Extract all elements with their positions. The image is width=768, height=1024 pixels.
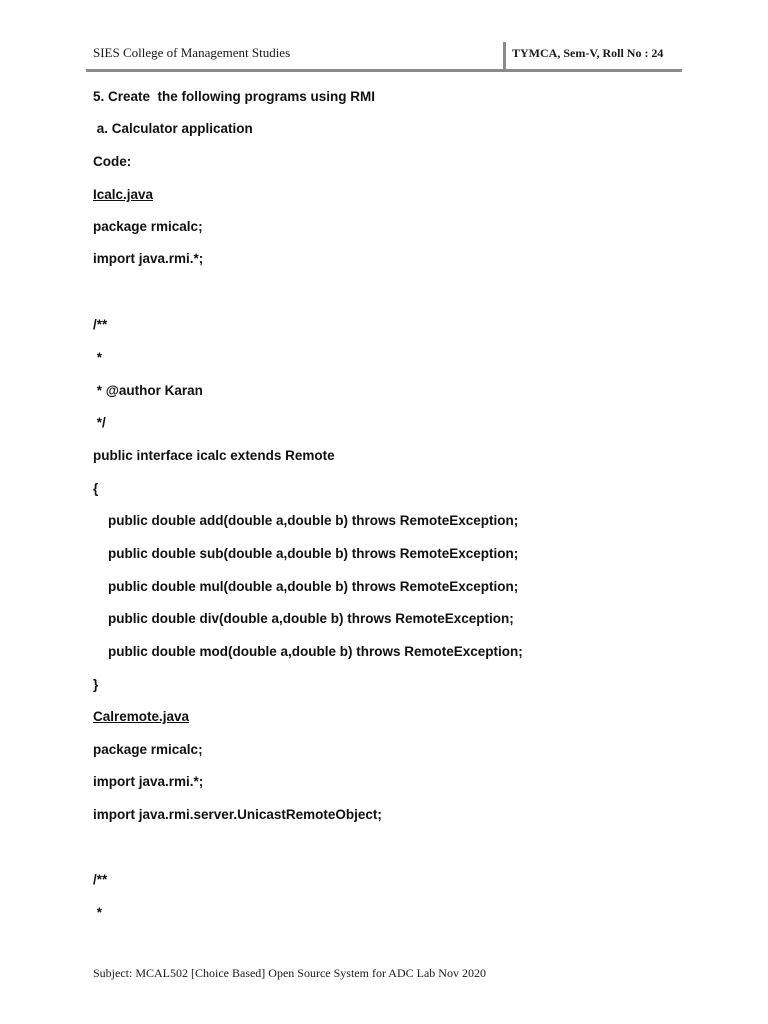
code-line: public double mod(double a,double b) throws RemoteException; xyxy=(93,644,523,659)
code-line: import java.rmi.*; xyxy=(93,774,204,789)
header-divider xyxy=(503,42,506,71)
code-line: public double sub(double a,double b) throws RemoteException; xyxy=(93,546,519,561)
code-line: public interface icalc extends Remote xyxy=(93,448,335,463)
code-line: */ xyxy=(93,415,106,430)
code-line: } xyxy=(93,677,99,692)
file-title-calremote: Calremote.java xyxy=(93,709,190,724)
question-subheading: a. Calculator application xyxy=(93,121,253,136)
code-line: * xyxy=(93,350,103,365)
footer-subject: Subject: MCAL502 [Choice Based] Open Source System for ADC Lab Nov 2020 xyxy=(93,966,486,980)
code-line: import java.rmi.*; xyxy=(93,251,204,266)
question-heading: 5. Create the following programs using RMI xyxy=(93,89,376,104)
header-class-info: TYMCA, Sem-V, Roll No : 24 xyxy=(512,46,664,60)
code-line: public double div(double a,double b) throws RemoteException; xyxy=(93,611,514,626)
code-line: public double mul(double a,double b) throws RemoteException; xyxy=(93,579,519,594)
code-label: Code: xyxy=(93,154,132,169)
code-line: /** xyxy=(93,872,108,887)
header-college-name: SIES College of Management Studies xyxy=(93,45,291,60)
code-line: * xyxy=(93,905,103,920)
code-line: package rmicalc; xyxy=(93,219,203,234)
code-line: import java.rmi.server.UnicastRemoteObject; xyxy=(93,807,382,822)
header-rule xyxy=(86,69,682,72)
code-line: /** xyxy=(93,317,108,332)
code-line: package rmicalc; xyxy=(93,742,203,757)
file-title-icalc: Icalc.java xyxy=(93,187,154,202)
code-line: public double add(double a,double b) throws RemoteException; xyxy=(93,513,519,528)
code-line: * @author Karan xyxy=(93,383,203,398)
code-line: { xyxy=(93,481,99,496)
